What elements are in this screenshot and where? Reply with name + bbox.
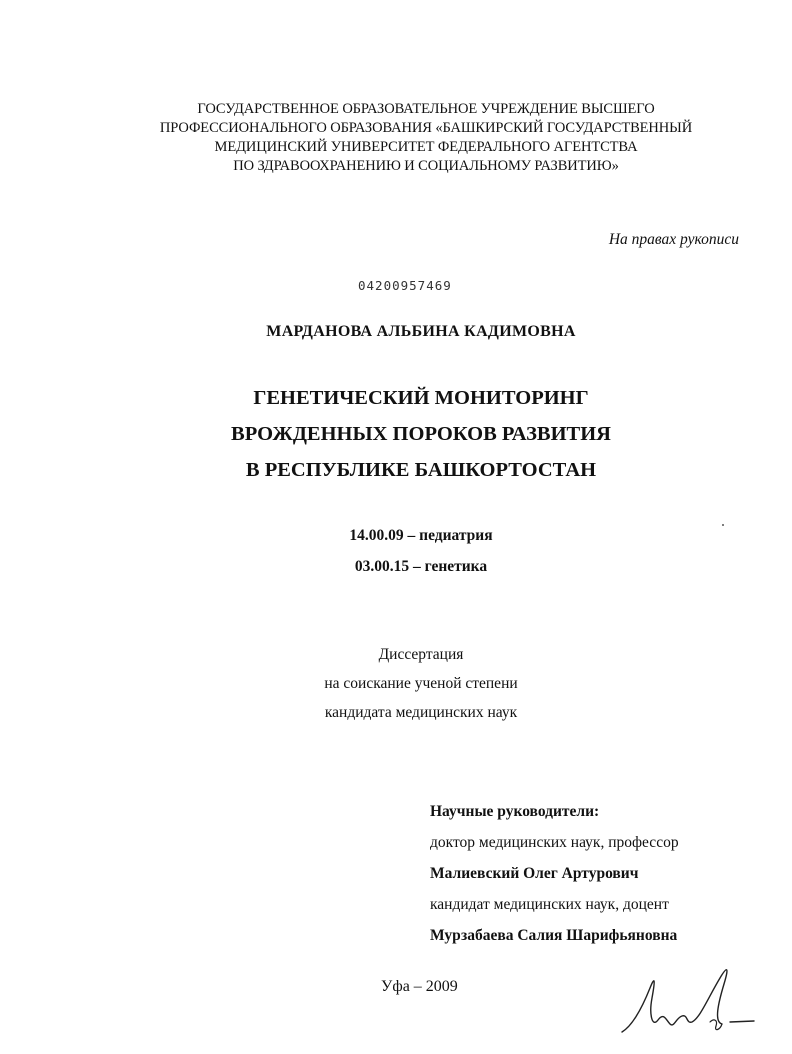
supervisors-heading: Научные руководители: — [430, 803, 600, 820]
institution-line: ГОСУДАРСТВЕННОЕ ОБРАЗОВАТЕЛЬНОЕ УЧРЕЖДЕНИЕ ВЫСШЕГО — [197, 101, 655, 117]
degree-line: кандидата медицинских наук — [324, 704, 518, 721]
title-line: ВРОЖДЕННЫХ ПОРОКОВ РАЗВИТИЯ — [231, 423, 611, 445]
specialty-item: 14.00.09 – педиатрия — [349, 527, 493, 544]
institution-line: МЕДИЦИНСКИЙ УНИВЕРСИТЕТ ФЕДЕРАЛЬНОГО АГЕНТСТВА — [214, 139, 638, 155]
supervisor-degree: кандидат медицинских наук, доцент — [430, 896, 669, 913]
signature-icon — [612, 958, 762, 1038]
title-line: В РЕСПУБЛИКЕ БАШКОРТОСТАН — [245, 459, 597, 481]
supervisor-degree: доктор медицинских наук, профессор — [430, 834, 679, 851]
supervisor-name: Малиевский Олег Артурович — [430, 865, 639, 882]
supervisors-block — [430, 796, 679, 951]
catalog-code: 04200957469 — [358, 278, 452, 293]
specialty-item: 03.00.15 – генетика — [354, 558, 488, 575]
specialty-codes — [25, 520, 792, 582]
degree-line: на соискание ученой степени — [324, 675, 518, 692]
author-name: МАРДАНОВА АЛЬБИНА КАДИМОВНА — [266, 323, 576, 340]
dissertation-title — [25, 380, 792, 488]
institution-header — [40, 100, 792, 176]
supervisor-name: Мурзабаева Салия Шарифьяновна — [430, 927, 678, 944]
scan-speck — [722, 524, 724, 526]
institution-line: ПРОФЕССИОНАЛЬНОГО ОБРАЗОВАНИЯ «БАШКИРСКИЙ ГОСУДАРСТВЕННЫЙ — [159, 120, 693, 136]
title-line: ГЕНЕТИЧЕСКИЙ МОНИТОРИНГ — [253, 387, 589, 409]
manuscript-note: На правах рукописи — [608, 231, 739, 248]
city-year: Уфа – 2009 — [381, 978, 458, 995]
degree-statement — [25, 640, 792, 727]
institution-line: ПО ЗДРАВООХРАНЕНИЮ И СОЦИАЛЬНОМУ РАЗВИТИЮ» — [233, 158, 619, 174]
degree-line: Диссертация — [378, 646, 464, 663]
